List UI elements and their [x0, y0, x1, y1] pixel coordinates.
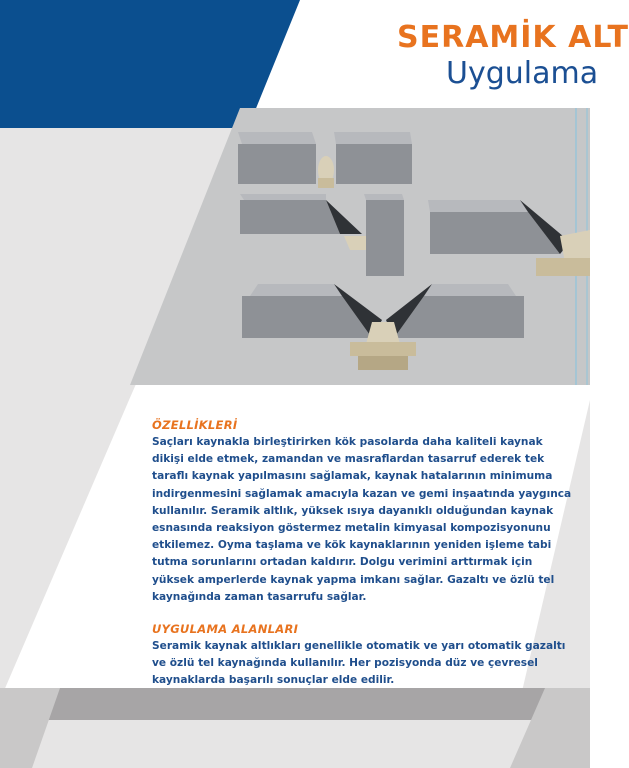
left-gray-lower-panel: [0, 400, 129, 700]
bottom-light-band: [0, 720, 590, 768]
bottom-gray-band: [0, 688, 590, 720]
features-heading: ÖZELLİKLERİ: [152, 418, 238, 432]
page-title: SERAMİK ALT: [397, 20, 629, 55]
applications-text: Seramik kaynak altlıkları genellikle otomatik ve yarı otomatik gazaltı ve özlü tel kaynağında kullanılır. Her pozisyonda düz ve çevresel kaynaklarda başarılı sonuçlar elde edilir.: [152, 640, 566, 687]
applications-heading: UYGULAMA ALANLARI: [152, 622, 299, 637]
page-subtitle: Uygulama: [446, 56, 599, 91]
features-text: Saçları kaynakla birleştirirken kök pasolarda daha kaliteli kaynak dikişi elde etmek, zamandan ve masraflardan tasarruf ederek tek taraflı kaynak yapılmasını sağlamak, kaynak hatalarının minimuma indirgenmesini sağlamak amacıyla kazan ve gemi inşaatında yaygınca kullanılır. Seramik altlık, yüksek ısıya dayanıklı olduğundan kaynak esnasında reaksiyon göstermez metalin kimyasal kompozisyonunu etkilemez. Oyma taşlama ve kök kaynaklarının yeniden işleme tabi tutma sorunlarını ortadan kaldırır. Dolgu verimini arttırmak için yüksek amperlerde kaynak yapma imkanı sağlar. Gazaltı ve özlü tel kaynağında zaman tasarrufu sağlar.: [152, 436, 572, 603]
content-section: [152, 418, 572, 690]
